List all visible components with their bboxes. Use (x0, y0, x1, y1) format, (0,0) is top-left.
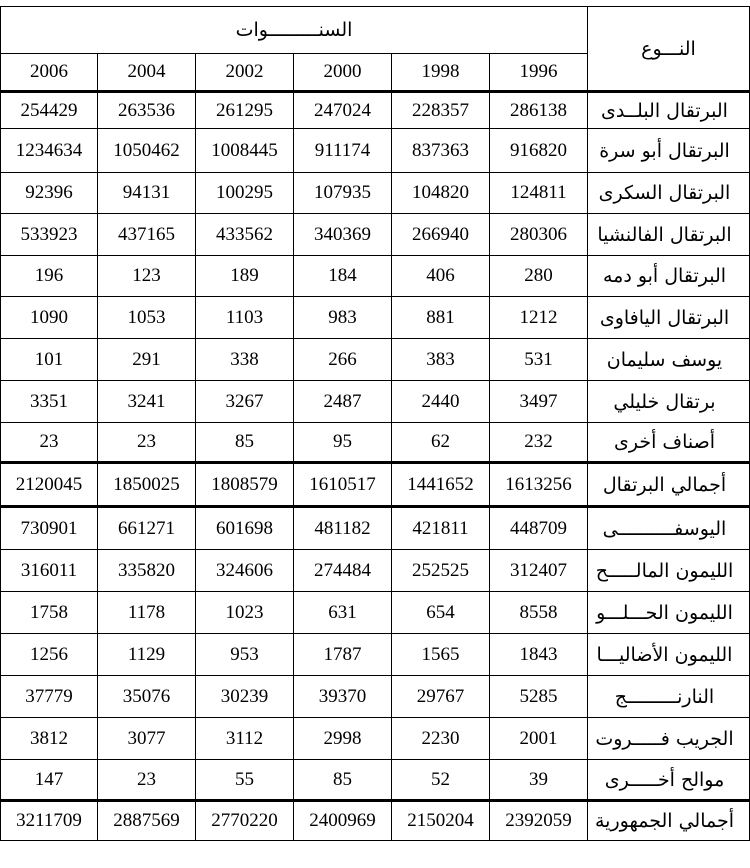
value-cell: 55 (196, 760, 294, 801)
value-cell: 30239 (196, 676, 294, 718)
row-label: برتقال خليلي (588, 381, 750, 423)
row-label: أجمالي الجمهورية (588, 801, 750, 841)
value-cell: 911174 (294, 129, 392, 173)
value-cell: 263536 (98, 92, 196, 129)
value-cell: 3241 (98, 381, 196, 423)
table-row (1, 676, 750, 718)
value-cell: 39 (490, 760, 588, 801)
value-cell: 837363 (392, 129, 490, 173)
value-cell: 316011 (1, 550, 98, 592)
value-cell: 383 (392, 339, 490, 381)
value-cell: 1565 (392, 634, 490, 676)
row-label: النارنـــــــــج (588, 676, 750, 718)
value-cell: 2392059 (490, 801, 588, 841)
value-cell: 881 (392, 297, 490, 339)
table-row (1, 297, 750, 339)
value-cell: 23 (1, 423, 98, 463)
table-row (1, 339, 750, 381)
value-cell: 1212 (490, 297, 588, 339)
value-cell: 1808579 (196, 463, 294, 507)
value-cell: 261295 (196, 92, 294, 129)
value-cell: 335820 (98, 550, 196, 592)
value-cell: 232 (490, 423, 588, 463)
value-cell: 1843 (490, 634, 588, 676)
value-cell: 35076 (98, 676, 196, 718)
value-cell: 85 (196, 423, 294, 463)
value-cell: 280306 (490, 214, 588, 256)
table-row (1, 92, 750, 129)
row-label: البرتقال أبو سرة (588, 129, 750, 173)
value-cell: 100295 (196, 173, 294, 214)
value-cell: 37779 (1, 676, 98, 718)
value-cell: 1850025 (98, 463, 196, 507)
value-cell: 533923 (1, 214, 98, 256)
value-cell: 62 (392, 423, 490, 463)
value-cell: 340369 (294, 214, 392, 256)
value-cell: 184 (294, 256, 392, 297)
value-cell: 252525 (392, 550, 490, 592)
year-header-cell: 1996 (490, 54, 588, 92)
value-cell: 266 (294, 339, 392, 381)
value-cell: 3211709 (1, 801, 98, 841)
value-cell: 1103 (196, 297, 294, 339)
value-cell: 406 (392, 256, 490, 297)
value-cell: 661271 (98, 507, 196, 550)
table-row (1, 550, 750, 592)
year-header-cell: 2002 (196, 54, 294, 92)
value-cell: 2230 (392, 718, 490, 760)
row-label: اليوسفــــــــــى (588, 507, 750, 550)
row-label: البرتقال اليافاوى (588, 297, 750, 339)
year-header-cell: 2006 (1, 54, 98, 92)
value-cell: 196 (1, 256, 98, 297)
row-label: أجمالي البرتقال (588, 463, 750, 507)
type-header: النـــوع (588, 7, 750, 92)
value-cell: 1441652 (392, 463, 490, 507)
table-row (1, 760, 750, 801)
value-cell: 39370 (294, 676, 392, 718)
row-label: الليمون المالـــــح (588, 550, 750, 592)
value-cell: 1234634 (1, 129, 98, 173)
value-cell: 3077 (98, 718, 196, 760)
value-cell: 1610517 (294, 463, 392, 507)
value-cell: 448709 (490, 507, 588, 550)
years-header: السنـــــــــوات (1, 7, 588, 54)
value-cell: 3112 (196, 718, 294, 760)
value-cell: 3267 (196, 381, 294, 423)
value-cell: 1787 (294, 634, 392, 676)
value-cell: 104820 (392, 173, 490, 214)
table-row (1, 592, 750, 634)
value-cell: 228357 (392, 92, 490, 129)
year-header-cell: 1998 (392, 54, 490, 92)
value-cell: 92396 (1, 173, 98, 214)
row-label: موالح أخـــــرى (588, 760, 750, 801)
value-cell: 601698 (196, 507, 294, 550)
value-cell: 2001 (490, 718, 588, 760)
table-row (1, 381, 750, 423)
value-cell: 147 (1, 760, 98, 801)
value-cell: 421811 (392, 507, 490, 550)
value-cell: 324606 (196, 550, 294, 592)
value-cell: 1613256 (490, 463, 588, 507)
table-row (1, 214, 750, 256)
value-cell: 95 (294, 423, 392, 463)
value-cell: 654 (392, 592, 490, 634)
value-cell: 29767 (392, 676, 490, 718)
citrus-production-table (0, 6, 750, 841)
value-cell: 1008445 (196, 129, 294, 173)
table-row (1, 256, 750, 297)
row-label: البرتقال السكرى (588, 173, 750, 214)
row-label: البرتقال البلــدى (588, 92, 750, 129)
value-cell: 286138 (490, 92, 588, 129)
value-cell: 291 (98, 339, 196, 381)
table-row (1, 129, 750, 173)
row-label: البرتقال أبو دمه (588, 256, 750, 297)
value-cell: 2400969 (294, 801, 392, 841)
value-cell: 2887569 (98, 801, 196, 841)
table-row (1, 173, 750, 214)
value-cell: 3351 (1, 381, 98, 423)
value-cell: 266940 (392, 214, 490, 256)
table-row (1, 423, 750, 463)
value-cell: 5285 (490, 676, 588, 718)
value-cell: 123 (98, 256, 196, 297)
value-cell: 124811 (490, 173, 588, 214)
row-label: يوسف سليمان (588, 339, 750, 381)
value-cell: 953 (196, 634, 294, 676)
row-label: الليمون الحـــلـــو (588, 592, 750, 634)
value-cell: 1758 (1, 592, 98, 634)
row-label: الليمون الأضاليـــا (588, 634, 750, 676)
value-cell: 1256 (1, 634, 98, 676)
value-cell: 1050462 (98, 129, 196, 173)
year-header-cell: 2004 (98, 54, 196, 92)
table-row (1, 634, 750, 676)
value-cell: 983 (294, 297, 392, 339)
value-cell: 254429 (1, 92, 98, 129)
table-row (1, 718, 750, 760)
value-cell: 338 (196, 339, 294, 381)
value-cell: 2440 (392, 381, 490, 423)
value-cell: 101 (1, 339, 98, 381)
value-cell: 189 (196, 256, 294, 297)
value-cell: 94131 (98, 173, 196, 214)
value-cell: 916820 (490, 129, 588, 173)
value-cell: 1023 (196, 592, 294, 634)
value-cell: 2150204 (392, 801, 490, 841)
value-cell: 1053 (98, 297, 196, 339)
value-cell: 1090 (1, 297, 98, 339)
table-row (1, 507, 750, 550)
value-cell: 8558 (490, 592, 588, 634)
row-label: الجريب فـــــروت (588, 718, 750, 760)
value-cell: 2998 (294, 718, 392, 760)
value-cell: 3812 (1, 718, 98, 760)
value-cell: 107935 (294, 173, 392, 214)
value-cell: 531 (490, 339, 588, 381)
value-cell: 52 (392, 760, 490, 801)
value-cell: 1178 (98, 592, 196, 634)
table-row (1, 801, 750, 841)
value-cell: 631 (294, 592, 392, 634)
header-row-1 (1, 7, 750, 54)
year-header-cell: 2000 (294, 54, 392, 92)
value-cell: 23 (98, 423, 196, 463)
value-cell: 85 (294, 760, 392, 801)
value-cell: 274484 (294, 550, 392, 592)
row-label: أصناف أخرى (588, 423, 750, 463)
value-cell: 247024 (294, 92, 392, 129)
table-row (1, 463, 750, 507)
value-cell: 2770220 (196, 801, 294, 841)
value-cell: 2487 (294, 381, 392, 423)
value-cell: 437165 (98, 214, 196, 256)
value-cell: 433562 (196, 214, 294, 256)
value-cell: 3497 (490, 381, 588, 423)
value-cell: 280 (490, 256, 588, 297)
value-cell: 1129 (98, 634, 196, 676)
value-cell: 481182 (294, 507, 392, 550)
value-cell: 2120045 (1, 463, 98, 507)
value-cell: 23 (98, 760, 196, 801)
value-cell: 730901 (1, 507, 98, 550)
row-label: البرتقال الفالنشيا (588, 214, 750, 256)
value-cell: 312407 (490, 550, 588, 592)
